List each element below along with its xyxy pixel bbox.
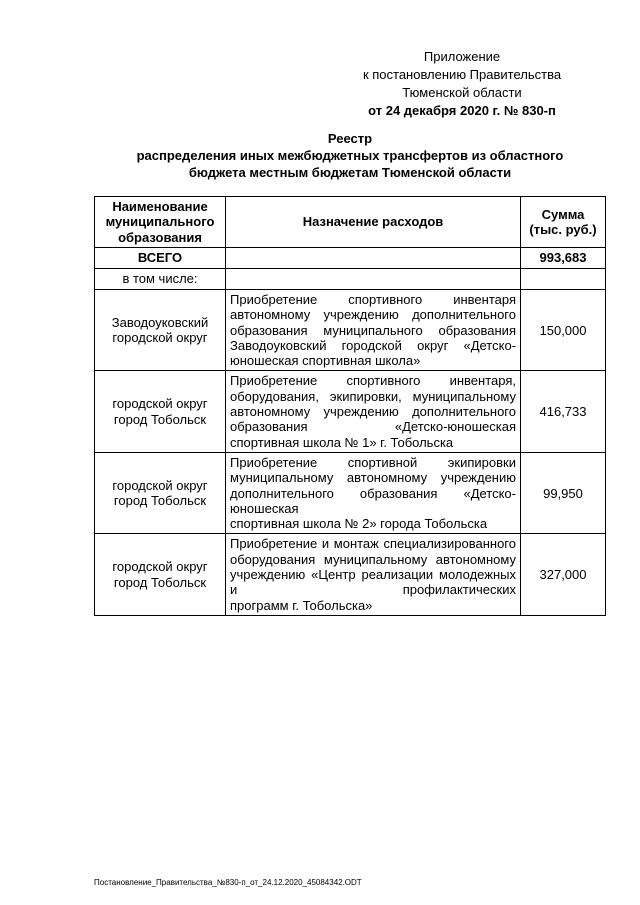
including-empty-cell — [226, 269, 521, 290]
including-empty-amount — [521, 269, 606, 290]
row-purpose-text: Приобретение спортивной экипировки муниципальному автономному учреждению дополнительного образования «Детско-юношеская — [230, 454, 516, 516]
row-municipality: городской округ город Тобольск — [95, 452, 226, 533]
total-value: 993,683 — [521, 248, 606, 269]
document-title — [94, 130, 606, 181]
row-municipality: Заводоуковский городской округ — [95, 290, 226, 371]
total-label: ВСЕГО — [95, 248, 226, 269]
appendix-line-3: Тюменской области — [402, 85, 522, 100]
row-purpose — [226, 452, 521, 533]
table-row — [95, 290, 606, 371]
table-row — [95, 371, 606, 452]
row-purpose-last-line: программ г. Тобольска» — [230, 597, 373, 613]
table-row — [95, 452, 606, 533]
row-purpose — [226, 534, 521, 615]
appendix-line-1: Приложение — [423, 49, 501, 64]
appendix-date-line: от 24 декабря 2020 г. № 830-п — [368, 103, 556, 118]
total-empty-cell — [226, 248, 521, 269]
total-row — [95, 248, 606, 269]
appendix-block — [312, 48, 612, 120]
row-amount: 327,000 — [521, 534, 606, 615]
row-purpose-last-line: спортивная школа № 1» г. Тобольска — [230, 434, 454, 450]
row-amount: 150,000 — [521, 290, 606, 371]
row-amount: 416,733 — [521, 371, 606, 452]
row-purpose-last-line: спортивная школа № 2» города Тобольска — [230, 516, 488, 532]
header-purpose: Назначение расходов — [226, 197, 521, 248]
row-purpose — [226, 290, 521, 371]
table-header-row — [95, 197, 606, 248]
row-amount: 99,950 — [521, 452, 606, 533]
title-line-2: распределения иных межбюджетных трансфертов из областного — [136, 148, 564, 163]
header-amount: Сумма (тыс. руб.) — [521, 197, 606, 248]
row-municipality: городской округ город Тобольск — [95, 534, 226, 615]
registry-table — [94, 196, 606, 616]
header-municipality: Наименование муниципального образования — [95, 197, 226, 248]
including-row — [95, 269, 606, 290]
appendix-line-2: к постановлению Правительства — [362, 67, 562, 82]
title-line-3: бюджета местным бюджетам Тюменской области — [188, 165, 512, 180]
row-purpose-text: Приобретение спортивного инвентаря автономному учреждению дополнительного образования муниципального образования Заводоуковский городской округ «Детско- — [230, 292, 516, 353]
footer-filename: Постановление_Правительства_№830-п_от_24.12.2020_45084342.ODT — [94, 878, 362, 887]
row-purpose-last-line: юношеская спортивная школа» — [230, 353, 421, 369]
table-row — [95, 534, 606, 615]
row-purpose-text: Приобретение спортивного инвентаря, оборудования, экипировки, муниципальному автономному учреждению дополнительного образования «Детско-юношеская — [230, 373, 516, 435]
title-line-1: Реестр — [327, 131, 373, 146]
row-municipality: городской округ город Тобольск — [95, 371, 226, 452]
row-purpose — [226, 371, 521, 452]
including-label: в том числе: — [95, 269, 226, 290]
row-purpose-text: Приобретение и монтаж специализированного оборудования муниципальному автономному учреждению «Центр реализации молодежных и профилактических — [230, 536, 516, 598]
